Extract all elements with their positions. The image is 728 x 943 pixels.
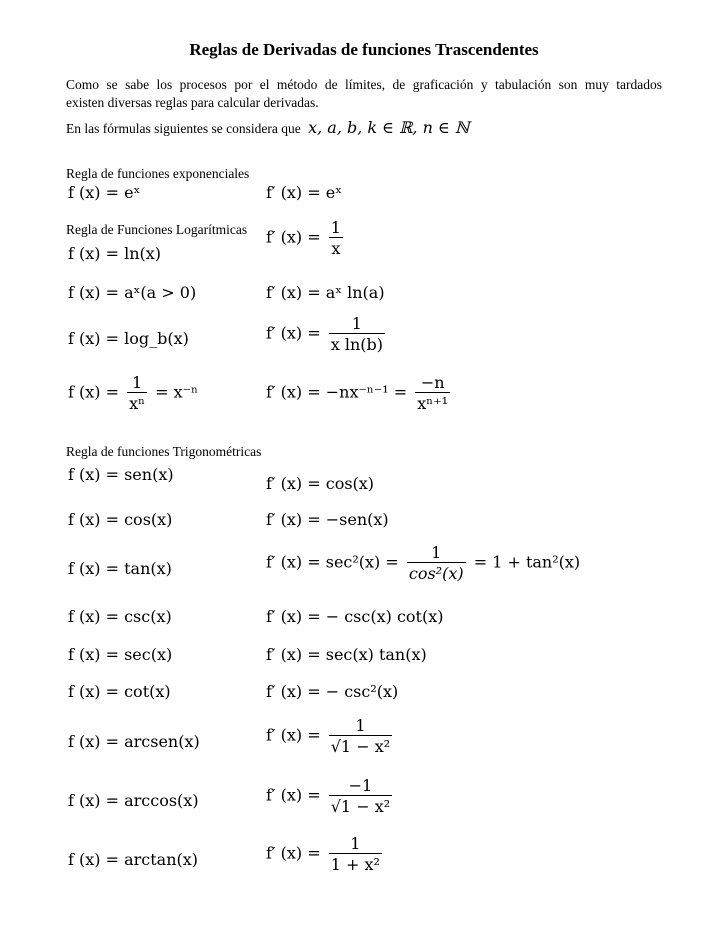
rule-csc-function: f (x) = csc(x) <box>68 607 172 626</box>
rule-tan-derivative: f′ (x) = sec²(x) = $\frac{1}{\text{cos²(x)}}$ = 1 + tan²(x) <box>266 543 581 583</box>
intro-paragraph <box>66 76 662 112</box>
rule-arccos-fraction: $\frac{-1}{\text{√1 − x²}}$ <box>330 776 391 816</box>
rule-arcsen-function: f (x) = arcsen(x) <box>68 732 200 751</box>
rule-logb-derivative: f′ (x) = $\frac{1}{\text{x ln(b)}}$ <box>266 314 383 354</box>
rule-pow-derivative-fraction: $\frac{-n}{\text{xⁿ⁺¹}}$ <box>417 373 449 413</box>
rule-cos-function: f (x) = cos(x) <box>68 510 173 529</box>
consider-line <box>66 118 470 137</box>
rule-exp-derivative: f′ (x) = eˣ <box>266 183 342 202</box>
consider-text: En las fórmulas siguientes se considera que <box>66 121 301 136</box>
rule-tan-function: f (x) = tan(x) <box>68 559 172 578</box>
rule-sen-function: f (x) = sen(x) <box>68 465 174 484</box>
rule-arccos-derivative: f′ (x) = $\frac{-1}{\text{√1 − x²}}$ <box>266 776 391 816</box>
rule-ax-function: f (x) = aˣ(a > 0) <box>68 283 197 302</box>
rule-exp-function: f (x) = eˣ <box>68 183 141 202</box>
rule-sec-derivative: f′ (x) = sec(x) tan(x) <box>266 645 427 664</box>
section-logarithmic: Regla de Funciones Logarítmicas <box>66 222 248 237</box>
rule-arcsen-fraction: $\frac{1}{\text{√1 − x²}}$ <box>330 716 391 756</box>
rule-sen-derivative: f′ (x) = cos(x) <box>266 474 375 493</box>
intro-line-1: Como se sabe los procesos por el método de límites, de graficación y tabulación son muy tardados <box>66 77 662 92</box>
rule-ln-function: f (x) = ln(x) <box>68 244 162 263</box>
rule-logb-fraction: $\frac{1}{\text{x ln(b)}}$ <box>330 314 383 354</box>
rule-arctan-derivative: f′ (x) = $\frac{1}{\text{1 + x²}}$ <box>266 834 380 874</box>
section-trigonometric: Regla de funciones Trigonométricas <box>66 444 262 459</box>
rule-pow-function: f (x) = $\frac{1}{\text{xⁿ}}$ = x⁻ⁿ <box>68 373 199 413</box>
consider-math: x, a, b, k ∈ ℝ, n ∈ ℕ <box>308 118 470 137</box>
rule-ln-fraction: $\frac{1}{x}$ <box>330 218 341 258</box>
rule-csc-derivative: f′ (x) = − csc(x) cot(x) <box>266 607 444 626</box>
rule-ax-derivative: f′ (x) = aˣ ln(a) <box>266 283 385 302</box>
rule-arcsen-derivative: f′ (x) = $\frac{1}{\text{√1 − x²}}$ <box>266 716 391 756</box>
rule-pow-fraction: $\frac{1}{\text{xⁿ}}$ <box>129 373 146 413</box>
rule-pow-derivative: f′ (x) = −nx⁻ⁿ⁻¹ = $\frac{-n}{\text{xⁿ⁺¹}}$ <box>266 373 449 413</box>
page-title: Reglas de Derivadas de funciones Trascendentes <box>189 40 539 59</box>
section-exponential: Regla de funciones exponenciales <box>66 166 250 181</box>
rule-arctan-function: f (x) = arctan(x) <box>68 850 199 869</box>
rule-arccos-function: f (x) = arccos(x) <box>68 791 199 810</box>
rule-cot-function: f (x) = cot(x) <box>68 682 171 701</box>
intro-line-2: existen diversas reglas para calcular derivadas. <box>66 95 319 110</box>
rule-sec-function: f (x) = sec(x) <box>68 645 173 664</box>
rule-tan-fraction: $\frac{1}{\text{cos²(x)}}$ <box>408 543 464 583</box>
rule-ln-derivative: f′ (x) = $\frac{1}{x}$ <box>266 218 341 258</box>
rule-cot-derivative: f′ (x) = − csc²(x) <box>266 682 399 701</box>
rule-logb-function: f (x) = log_b(x) <box>68 329 189 348</box>
rule-arctan-fraction: $\frac{1}{\text{1 + x²}}$ <box>330 834 380 874</box>
rule-cos-derivative: f′ (x) = −sen(x) <box>266 510 389 529</box>
